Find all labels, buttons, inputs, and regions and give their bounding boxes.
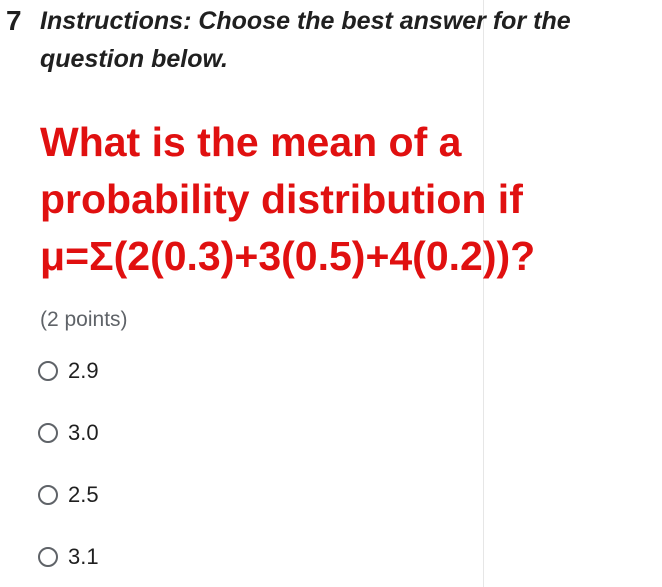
question-line-3: μ=Σ(2(0.3)+3(0.5)+4(0.2))? — [40, 233, 536, 279]
radio-button[interactable] — [38, 485, 58, 505]
question-line-1: What is the mean of a — [40, 119, 462, 165]
radio-button[interactable] — [38, 423, 58, 443]
option-label: 2.9 — [68, 358, 99, 383]
divider-line — [483, 0, 484, 587]
answer-option-3[interactable] — [38, 479, 99, 511]
option-label: 2.5 — [68, 482, 99, 507]
instructions-line-1: Instructions: Choose the best answer for the — [40, 7, 571, 35]
question-number: 7 — [6, 5, 22, 36]
radio-button[interactable] — [38, 361, 58, 381]
instructions-line-2: question below. — [40, 45, 228, 73]
instructions-text — [40, 2, 640, 78]
option-label: 3.0 — [68, 420, 99, 445]
radio-button[interactable] — [38, 547, 58, 567]
answer-option-1[interactable] — [38, 355, 99, 387]
option-label: 3.1 — [68, 544, 99, 569]
points-label: (2 points) — [40, 308, 128, 331]
answer-option-2[interactable] — [38, 417, 99, 449]
answer-option-4[interactable] — [38, 541, 99, 573]
question-line-2: probability distribution if — [40, 176, 523, 222]
question-text — [40, 114, 660, 285]
